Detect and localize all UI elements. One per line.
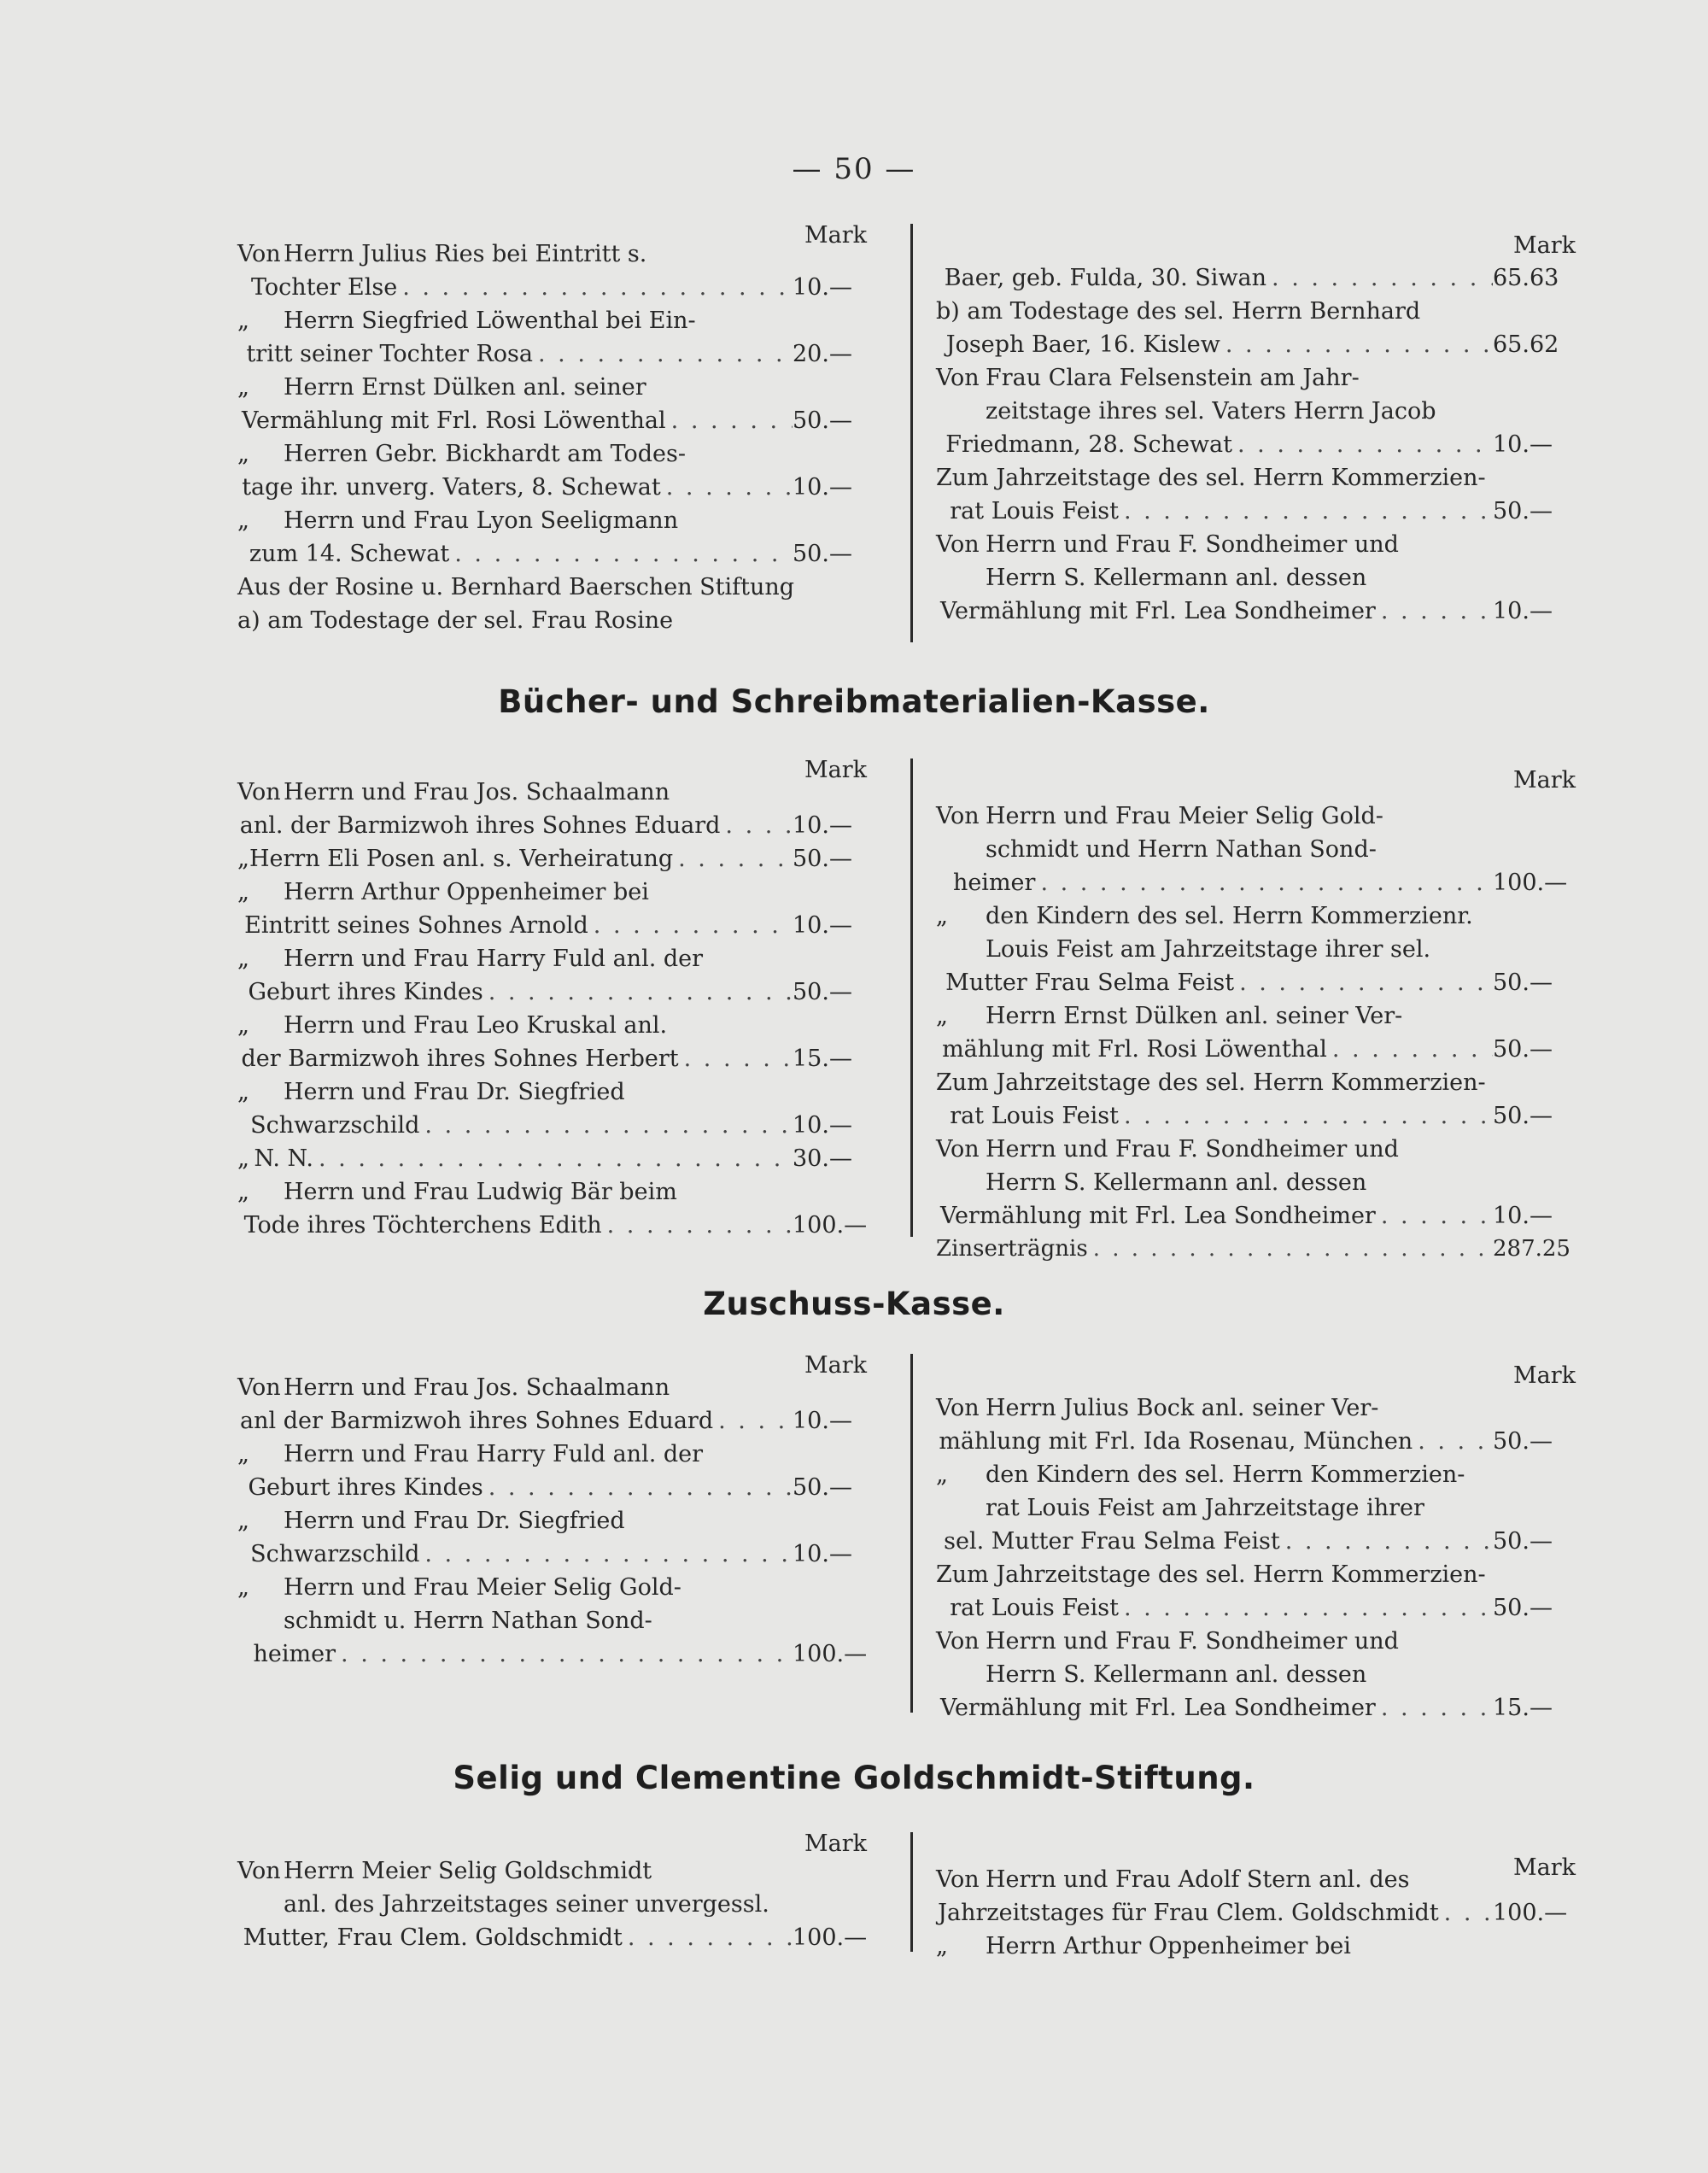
entry-text: Geburt ihres Kindes (248, 979, 483, 1005)
dot-leader (678, 846, 793, 872)
ledger-entry-line (936, 936, 1570, 970)
ledger-entry-line (936, 903, 1570, 937)
entry-text: b) am Todestage des sel. Herrn Bernhard (936, 298, 1421, 325)
entry-text: heimer (253, 1641, 336, 1667)
ledger-entry-line (936, 365, 1570, 399)
entry-amount: 20.— (793, 341, 852, 367)
ledger-entry-line (237, 1508, 866, 1542)
ledger-entry-line (936, 298, 1570, 332)
entry-text: Zum Jahrzeitstage des sel. Herrn Kommerzien- (936, 465, 1486, 491)
entry-text: Aus der Rosine u. Bernhard Baerschen Stiftung (237, 574, 795, 600)
dot-leader (1418, 1428, 1493, 1455)
entry-text: anl. der Barmizwoh ihres Sohnes Eduard (239, 812, 721, 839)
ledger-entry-line (237, 607, 866, 641)
entry-lead: Von (237, 1858, 281, 1884)
entry-text: Herrn S. Kellermann anl. dessen (986, 1661, 1367, 1688)
ledger-entry-line (237, 1441, 866, 1475)
entry-lead: Von (237, 241, 281, 267)
entry-text: Geburt ihres Kindes (248, 1474, 483, 1501)
entry-text: Herrn und Frau Jos. Schaalmann (284, 1374, 670, 1401)
dot-leader (1381, 598, 1493, 624)
ledger-entry-line (237, 507, 866, 542)
dot-leader (1272, 265, 1493, 291)
dot-leader (684, 1046, 793, 1072)
mark-column-header: Mark (1513, 1854, 1576, 1881)
column-divider (910, 1832, 913, 1952)
ledger-entry-line (237, 308, 866, 342)
dot-leader (628, 1924, 793, 1951)
dot-leader (424, 1541, 793, 1567)
ledger-entry-line (936, 1866, 1570, 1901)
entry-amount: 10.— (793, 812, 852, 839)
dot-leader (488, 979, 793, 1005)
entry-text: Herrn Ernst Dülken anl. seiner Ver- (986, 1003, 1403, 1029)
entry-text: tritt seiner Tochter Rosa (246, 341, 533, 367)
dot-leader (666, 474, 793, 501)
mark-column-header: Mark (1513, 232, 1576, 259)
dot-leader (319, 1145, 793, 1172)
entry-amount: 50.— (1493, 1528, 1553, 1555)
entry-amount: 50.— (1493, 1595, 1553, 1621)
entry-text: der Barmizwoh ihres Sohnes Herbert (241, 1046, 679, 1072)
entry-text: Herrn und Frau Ludwig Bär beim (284, 1179, 677, 1205)
ledger-entry-line (936, 1036, 1570, 1070)
dot-leader (1093, 1236, 1493, 1262)
dot-leader (671, 407, 793, 434)
entry-amount: 50.— (1493, 1036, 1553, 1063)
entry-text: Zum Jahrzeitstage des sel. Herrn Kommerzien- (936, 1561, 1486, 1588)
entry-text: Herrn und Frau Meier Selig Gold- (986, 803, 1383, 829)
entry-lead: „ (237, 1079, 249, 1105)
entry-text: Herrn Meier Selig Goldschmidt (284, 1858, 652, 1884)
ledger-entry-line (237, 846, 866, 880)
ledger-entry-line (936, 465, 1570, 499)
entry-lead: „ (237, 308, 249, 334)
ledger-entry-line (237, 474, 866, 508)
entry-text: Eintritt seines Sohnes Arnold (244, 912, 588, 939)
entry-amount: 10.— (1493, 1203, 1553, 1229)
entry-lead: „ (237, 1508, 249, 1534)
ledger-entry-line (237, 1408, 866, 1442)
entry-lead: Von (936, 1136, 980, 1163)
entry-text: Herrn und Frau Adolf Stern anl. des (986, 1866, 1410, 1893)
entry-lead: „ (237, 946, 249, 972)
entry-lead: „ (237, 374, 249, 401)
entry-lead: Von (936, 1866, 980, 1893)
entry-text: anl. des Jahrzeitstages seiner unvergessl. (284, 1891, 769, 1918)
entry-text: a) am Todestage der sel. Frau Rosine (237, 607, 674, 634)
entry-amount: 100.— (793, 1641, 868, 1667)
entry-amount: 100.— (793, 1212, 868, 1239)
entry-amount: 50.— (1493, 1428, 1553, 1455)
ledger-entry-line (936, 803, 1570, 837)
ledger-entry-line (237, 1079, 866, 1113)
entry-text: Herrn und Frau Meier Selig Gold- (284, 1574, 681, 1601)
ledger-entry-line (237, 1012, 866, 1046)
entry-amount: 50.— (1493, 1103, 1553, 1129)
entry-lead: „ (237, 441, 249, 467)
ledger-entry-line (936, 1103, 1570, 1137)
ledger-entry-line (936, 1236, 1570, 1270)
column-divider (910, 224, 913, 642)
entry-text: mählung mit Frl. Rosi Löwenthal (942, 1036, 1327, 1063)
ledger-entry-line (237, 1212, 866, 1246)
dot-leader (1124, 1595, 1493, 1621)
entry-amount: 100.— (1493, 1900, 1568, 1926)
page-number: — 50 — (792, 152, 916, 186)
entry-lead: „ (936, 1933, 948, 1959)
ledger-entry-line (936, 1169, 1570, 1204)
entry-amount: 10.— (1493, 598, 1553, 624)
entry-text: schmidt und Herrn Nathan Sond- (986, 836, 1377, 863)
entry-text: anl der Barmizwoh ihres Sohnes Eduard (240, 1408, 714, 1434)
entry-text: Zum Jahrzeitstage des sel. Herrn Kommerzien- (936, 1069, 1486, 1096)
entry-amount: 50.— (1493, 498, 1553, 524)
ledger-entry-line (237, 1891, 866, 1925)
entry-text: rat Louis Feist am Jahrzeitstage ihrer (986, 1495, 1424, 1521)
dot-leader (454, 541, 793, 567)
entry-amount: 10.— (793, 1112, 852, 1139)
mark-column-header: Mark (804, 1352, 868, 1379)
dot-leader (402, 274, 793, 301)
entry-text: Tochter Else (251, 274, 398, 301)
entry-amount: 10.— (793, 1408, 852, 1434)
entry-lead: Von (936, 365, 980, 391)
entry-amount: 10.— (793, 912, 852, 939)
dot-leader (1124, 1103, 1493, 1129)
ledger-entry-line (237, 1179, 866, 1213)
dot-leader (1237, 431, 1493, 458)
entry-text: Friedmann, 28. Schewat (945, 431, 1232, 458)
dot-leader (607, 1212, 793, 1239)
dot-leader (538, 341, 793, 367)
ledger-entry-line (237, 1574, 866, 1608)
entry-text: Herrn und Frau Dr. Siegfried (284, 1079, 625, 1105)
ledger-entry-line (936, 1528, 1570, 1562)
entry-lead: „ (237, 1012, 249, 1039)
ledger-entry-line (237, 1474, 866, 1508)
mark-column-header: Mark (1513, 767, 1576, 794)
ledger-entry-line (237, 946, 866, 980)
entry-amount: 50.— (793, 846, 852, 872)
entry-text: Herrn und Frau F. Sondheimer und (986, 531, 1399, 558)
entry-amount: 50.— (793, 541, 852, 567)
dot-leader (594, 912, 793, 939)
ledger-entry-line (936, 1695, 1570, 1729)
ledger-entry-line (936, 1495, 1570, 1529)
ledger-entry-line (237, 274, 866, 308)
entry-text: Zinserträgnis (936, 1236, 1088, 1262)
entry-text: rat Louis Feist (950, 1595, 1119, 1621)
entry-text: Herrn Ernst Dülken anl. seiner (284, 374, 646, 401)
ledger-entry-line (936, 836, 1570, 870)
entry-text: tage ihr. unverg. Vaters, 8. Schewat (242, 474, 661, 501)
entry-text: Mutter, Frau Clem. Goldschmidt (243, 1924, 623, 1951)
ledger-entry-line (936, 1428, 1570, 1462)
entry-lead: „ (237, 507, 249, 534)
entry-text: Herrn und Frau Lyon Seeligmann (284, 507, 679, 534)
entry-lead: Von (936, 531, 980, 558)
entry-text: Herrn und Frau Dr. Siegfried (284, 1508, 625, 1534)
entry-text: rat Louis Feist (950, 498, 1119, 524)
entry-lead: „ (237, 1179, 249, 1205)
ledger-entry-line (936, 265, 1570, 299)
ledger-entry-line (936, 431, 1570, 466)
dot-leader (341, 1641, 793, 1667)
ledger-entry-line (237, 1924, 866, 1959)
entry-text: Herrn Julius Bock anl. seiner Ver- (986, 1395, 1379, 1421)
ledger-entry-line (936, 1900, 1570, 1934)
ledger-entry-line (237, 1145, 866, 1180)
entry-amount: 10.— (793, 1541, 852, 1567)
section-heading: Selig und Clementine Goldschmidt-Stiftung. (453, 1760, 1255, 1796)
entry-text: Jahrzeitstages für Frau Clem. Goldschmidt (938, 1900, 1439, 1926)
entry-text: zeitstage ihres sel. Vaters Herrn Jacob (986, 398, 1436, 425)
ledger-entry-line (237, 779, 866, 813)
dot-leader (488, 1474, 793, 1501)
mark-column-header: Mark (804, 1830, 868, 1857)
mark-column-header: Mark (804, 757, 868, 783)
ledger-entry-line (936, 331, 1570, 366)
entry-text: schmidt u. Herrn Nathan Sond- (284, 1608, 652, 1634)
entry-amount: 65.62 (1493, 331, 1559, 358)
entry-amount: 30.— (793, 1145, 852, 1172)
ledger-entry-line (936, 398, 1570, 432)
entry-text: mählung mit Frl. Ida Rosenau, München (939, 1428, 1413, 1455)
dot-leader (1239, 969, 1493, 996)
entry-lead: „ (237, 879, 249, 905)
entry-lead: „ (237, 1145, 249, 1172)
ledger-entry-line (237, 1608, 866, 1642)
ledger-entry-line (237, 979, 866, 1013)
entry-amount: 50.— (793, 1474, 852, 1501)
entry-text: Schwarzschild (250, 1112, 420, 1139)
entry-text: rat Louis Feist (950, 1103, 1119, 1129)
entry-text: Tode ihres Töchterchens Edith (243, 1212, 602, 1239)
entry-lead: „ (237, 1574, 249, 1601)
entry-lead: Von (237, 779, 281, 805)
entry-amount: 100.— (793, 1924, 868, 1951)
ledger-entry-line (936, 1136, 1570, 1170)
entry-amount: 65.63 (1493, 265, 1559, 291)
entry-amount: 10.— (793, 274, 852, 301)
entry-amount: 50.— (793, 979, 852, 1005)
ledger-entry-line (936, 1661, 1570, 1696)
entry-text: Herrn und Frau F. Sondheimer und (986, 1628, 1399, 1655)
entry-lead: Von (237, 1374, 281, 1401)
ledger-entry-line (237, 1112, 866, 1146)
entry-text: den Kindern des sel. Herrn Kommerzienr. (986, 903, 1473, 929)
entry-amount: 15.— (1493, 1695, 1553, 1721)
entry-lead: „ (936, 903, 948, 929)
entry-text: Baer, geb. Fulda, 30. Siwan (944, 265, 1267, 291)
ledger-entry-line (237, 374, 866, 408)
entry-text: Herrn und Frau Jos. Schaalmann (284, 779, 670, 805)
entry-text: Herrn S. Kellermann anl. dessen (986, 565, 1367, 591)
ledger-entry-line (936, 1203, 1570, 1237)
dot-leader (1285, 1528, 1493, 1555)
entry-text: Herren Gebr. Bickhardt am Todes- (284, 441, 686, 467)
entry-text: sel. Mutter Frau Selma Feist (944, 1528, 1280, 1555)
ledger-entry-line (237, 407, 866, 442)
entry-amount: 10.— (793, 474, 852, 501)
entry-text: Schwarzschild (250, 1541, 420, 1567)
dot-leader (1332, 1036, 1493, 1063)
ledger-entry-line (237, 1046, 866, 1080)
dot-leader (1124, 498, 1493, 524)
ledger-entry-line (936, 1395, 1570, 1429)
dot-leader (1444, 1900, 1493, 1926)
column-divider (910, 758, 913, 1237)
entry-text: Herrn und Frau Harry Fuld anl. der (284, 1441, 704, 1467)
entry-lead: Von (936, 1628, 980, 1655)
entry-amount: 50.— (793, 407, 852, 434)
ledger-entry-line (936, 598, 1570, 632)
entry-text: Herrn Eli Posen anl. s. Verheiratung (249, 846, 674, 872)
ledger-entry-line (936, 1628, 1570, 1662)
entry-text: Herrn und Frau F. Sondheimer und (986, 1136, 1399, 1163)
ledger-entry-line (936, 969, 1570, 1004)
entry-amount: 100.— (1493, 870, 1568, 896)
ledger-entry-line (237, 812, 866, 846)
dot-leader (424, 1112, 793, 1139)
dot-leader (1225, 331, 1493, 358)
entry-text: Herrn Siegfried Löwenthal bei Ein- (284, 308, 696, 334)
ledger-entry-line (936, 565, 1570, 599)
entry-text: Herrn und Frau Harry Fuld anl. der (284, 946, 704, 972)
ledger-entry-line (936, 1933, 1570, 1967)
ledger-entry-line (936, 1595, 1570, 1629)
dot-leader (1381, 1203, 1493, 1229)
entry-text: den Kindern des sel. Herrn Kommerzien- (986, 1461, 1465, 1488)
entry-text: Herrn Arthur Oppenheimer bei (284, 879, 649, 905)
entry-text: Vermählung mit Frl. Rosi Löwenthal (241, 407, 666, 434)
ledger-entry-line (237, 541, 866, 575)
entry-amount: 50.— (1493, 969, 1553, 996)
entry-amount: 287.25 (1493, 1236, 1571, 1262)
ledger-entry-line (936, 870, 1570, 904)
entry-text: Vermählung mit Frl. Lea Sondheimer (939, 1695, 1376, 1721)
entry-text: Vermählung mit Frl. Lea Sondheimer (939, 598, 1376, 624)
ledger-entry-line (237, 574, 866, 608)
entry-text: heimer (952, 870, 1036, 896)
entry-text: Herrn Julius Ries bei Eintritt s. (284, 241, 647, 267)
dot-leader (1040, 870, 1493, 896)
entry-lead: „ (237, 1441, 249, 1467)
ledger-entry-line (237, 241, 866, 275)
ledger-entry-line (237, 1541, 866, 1575)
entry-lead: Von (936, 1395, 980, 1421)
entry-text: Joseph Baer, 16. Kislew (945, 331, 1220, 358)
mark-column-header: Mark (1513, 1362, 1576, 1389)
entry-text: Mutter Frau Selma Feist (945, 969, 1235, 996)
ledger-entry-line (237, 912, 866, 946)
ledger-entry-line (237, 1374, 866, 1409)
ledger-entry-line (936, 498, 1570, 532)
entry-text: Herrn Arthur Oppenheimer bei (986, 1933, 1351, 1959)
ledger-entry-line (237, 441, 866, 475)
entry-lead: Von (936, 803, 980, 829)
entry-lead: „ (936, 1003, 948, 1029)
dot-leader (1381, 1695, 1493, 1721)
entry-text: Vermählung mit Frl. Lea Sondheimer (939, 1203, 1376, 1229)
ledger-entry-line (936, 1561, 1570, 1596)
ledger-entry-line (237, 1858, 866, 1892)
ledger-entry-line (936, 1003, 1570, 1037)
dot-leader (718, 1408, 793, 1434)
entry-text: N. N. (254, 1145, 313, 1172)
entry-text: zum 14. Schewat (249, 541, 450, 567)
entry-text: Herrn S. Kellermann anl. dessen (986, 1169, 1367, 1196)
ledger-entry-line (936, 531, 1570, 565)
ledger-entry-line (936, 1461, 1570, 1496)
dot-leader (725, 812, 793, 839)
entry-amount: 15.— (793, 1046, 852, 1072)
section-heading: Bücher- und Schreibmaterialien-Kasse. (498, 683, 1210, 720)
ledger-entry-line (237, 1641, 866, 1675)
entry-text: Frau Clara Felsenstein am Jahr- (986, 365, 1360, 391)
entry-text: Herrn und Frau Leo Kruskal anl. (284, 1012, 668, 1039)
mark-column-header: Mark (804, 222, 868, 249)
ledger-entry-line (237, 879, 866, 913)
ledger-entry-line (936, 1069, 1570, 1104)
entry-lead: „ (237, 846, 249, 872)
entry-text: Louis Feist am Jahrzeitstage ihrer sel. (986, 936, 1431, 963)
section-heading: Zuschuss-Kasse. (703, 1286, 1005, 1322)
column-divider (910, 1354, 913, 1713)
ledger-entry-line (237, 341, 866, 375)
entry-amount: 10.— (1493, 431, 1553, 458)
entry-lead: „ (936, 1461, 948, 1488)
